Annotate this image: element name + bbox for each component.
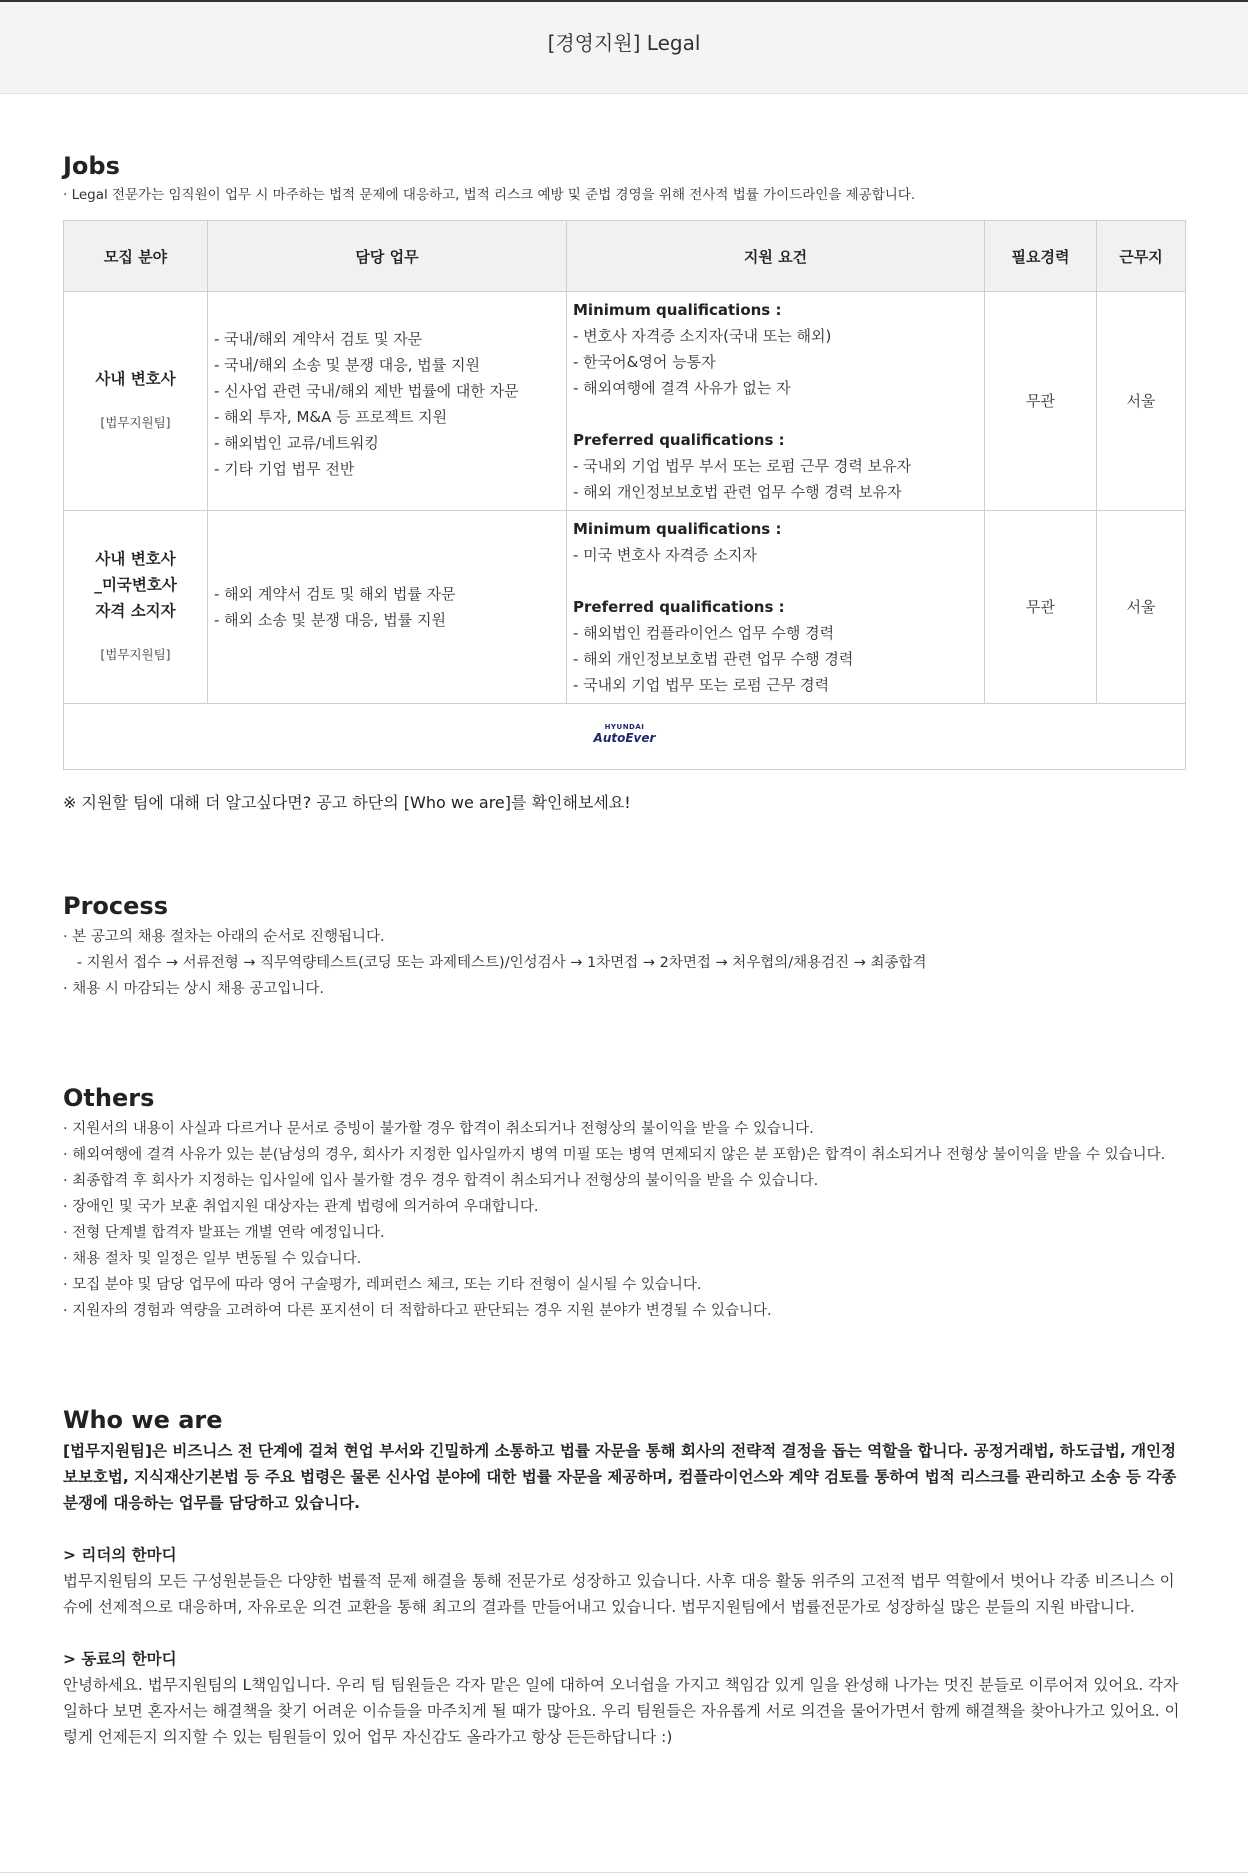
who-we-are-title: Who we are <box>63 1406 223 1434</box>
requirement-item: - 국내외 기업 법무 또는 로펌 근무 경력 <box>573 676 830 694</box>
others-line: · 지원서의 내용이 사실과 다르거나 문서로 증빙이 불가할 경우 합격이 취소되거나 전형상의 불이익을 받을 수 있습니다. <box>63 1121 814 1137</box>
table-row <box>64 511 1186 704</box>
logo-cell <box>64 704 1186 770</box>
duty-item: - 국내/해외 소송 및 분쟁 대응, 법률 지원 <box>214 356 480 374</box>
others-line: · 장애인 및 국가 보훈 취업지원 대상자는 관계 법령에 의거하여 우대합니다. <box>63 1199 539 1215</box>
role-name: 사내 변호사 <box>95 370 176 388</box>
role-name: _미국변호사 <box>94 576 177 594</box>
duty-item: - 해외 투자, M&A 등 프로젝트 지원 <box>214 408 448 426</box>
jobs-table-header-row <box>64 221 1186 292</box>
requirements-cell <box>567 511 985 704</box>
duty-item: - 해외법인 교류/네트워킹 <box>214 434 379 452</box>
process-title: Process <box>63 892 168 920</box>
pref-qualifications-heading: Preferred qualifications : <box>573 431 785 449</box>
requirement-item: - 변호사 자격증 소지자(국내 또는 해외) <box>573 327 832 345</box>
role-team: [법무지원팀] <box>100 415 171 430</box>
peer-heading: > 동료의 한마디 <box>63 1650 177 1668</box>
process-section <box>63 888 1185 1002</box>
logo-row <box>64 704 1186 770</box>
others-line: · 해외여행에 결격 사유가 있는 분(남성의 경우, 회사가 지정한 입사일까지 병역 미필 또는 병역 면제되지 않은 분 포함)은 합격이 취소되거나 전형상 불이익을 받을 수 있습니다. <box>63 1147 1166 1163</box>
role-cell <box>64 511 208 704</box>
duties-cell <box>208 511 567 704</box>
duty-item: - 신사업 관련 국내/해외 제반 법률에 대한 자문 <box>214 382 519 400</box>
role-name: 사내 변호사 <box>95 550 176 568</box>
role-team: [법무지원팀] <box>100 647 171 662</box>
column-header: 담당 업무 <box>208 221 567 292</box>
others-line: · 전형 단계별 합격자 발표는 개별 연락 예정입니다. <box>63 1225 385 1241</box>
duty-item: - 기타 기업 법무 전반 <box>214 460 355 478</box>
process-line: - 지원서 접수 → 서류전형 → 직무역량테스트(코딩 또는 과제테스트)/인성검사 → 1차면접 → 2차면접 → 처우협의/채용검진 → 최종합격 <box>63 955 927 971</box>
others-line: · 모집 분야 및 담당 업무에 따라 영어 구술평가, 레퍼런스 체크, 또는 기타 전형이 실시될 수 있습니다. <box>63 1277 702 1293</box>
column-header: 모집 분야 <box>64 221 208 292</box>
jobs-intro: · Legal 전문가는 임직원이 업무 시 마주하는 법적 문제에 대응하고, 법적 리스크 예방 및 준법 경영을 위해 전사적 법률 가이드라인을 제공합니다. <box>63 187 916 203</box>
bottom-divider <box>0 1872 1248 1873</box>
leader-heading: > 리더의 한마디 <box>63 1546 177 1564</box>
requirement-item: - 한국어&영어 능통자 <box>573 353 716 371</box>
location-cell: 서울 <box>1097 511 1186 704</box>
duty-item: - 해외 소송 및 분쟁 대응, 법률 지원 <box>214 611 446 629</box>
who-we-are-section <box>63 1402 1185 1750</box>
jobs-table <box>63 220 1186 770</box>
role-cell <box>64 292 208 511</box>
process-line: · 본 공고의 채용 절차는 아래의 순서로 진행됩니다. <box>63 929 385 945</box>
requirements-cell <box>567 292 985 511</box>
requirement-item: - 해외 개인정보보호법 관련 업무 수행 경력 보유자 <box>573 483 902 501</box>
process-line: · 채용 시 마감되는 상시 채용 공고입니다. <box>63 981 324 997</box>
requirement-item: - 미국 변호사 자격증 소지자 <box>573 546 757 564</box>
requirement-item: - 국내외 기업 법무 부서 또는 로펌 근무 경력 보유자 <box>573 457 912 475</box>
column-header: 필요경력 <box>985 221 1097 292</box>
jobs-section <box>63 148 1185 816</box>
duties-cell <box>208 292 567 511</box>
team-info-note: ※ 지원할 팀에 대해 더 알고싶다면? 공고 하단의 [Who we are]를 확인해보세요! <box>63 793 631 812</box>
team-name: [법무지원팀] <box>63 1442 153 1460</box>
team-intro-text: 은 비즈니스 전 단계에 걸쳐 현업 부서와 긴밀하게 소통하고 법률 자문을 통해 회사의 전략적 결정을 돕는 역할을 합니다. 공정거래법, 하도급법, 개인정보보호법, 지식재산기본법 등 주요 법령은 물론 신사업 분야에 대한 법률 자문을 제공하며, 컴플라이언스와 계약 검토를 통하여 법적 리스크를 관리하고 소송 등 각종 분쟁에 대응하는 업무를 담당하고 있습니다. <box>63 1442 1177 1512</box>
main-content <box>63 148 1185 1750</box>
others-line: · 채용 절차 및 일정은 일부 변동될 수 있습니다. <box>63 1251 362 1267</box>
leader-text: 법무지원팀의 모든 구성원분들은 다양한 법률적 문제 해결을 통해 전문가로 성장하고 있습니다. 사후 대응 활동 위주의 고전적 법무 역할에서 벗어나 각종 비즈니스 이슈에 선제적으로 대응하며, 자유로운 의견 교환을 통해 최고의 결과를 만들어내고 있습니다. 법무지원팀에서 법률전문가로 성장하실 많은 분들의 지원 바랍니다. <box>63 1572 1175 1616</box>
others-line: · 지원자의 경험과 역량을 고려하여 다른 포지션이 더 적합하다고 판단되는 경우 지원 분야가 변경될 수 있습니다. <box>63 1303 772 1319</box>
team-intro <box>63 1438 1185 1516</box>
duty-item: - 해외 계약서 검토 및 해외 법률 자문 <box>214 585 456 603</box>
requirement-item: - 해외법인 컴플라이언스 업무 수행 경력 <box>573 624 835 642</box>
page-header <box>0 0 1248 94</box>
min-qualifications-heading: Minimum qualifications : <box>573 301 782 319</box>
page-title: [경영지원] Legal <box>547 31 701 55</box>
role-name: 자격 소지자 <box>95 602 176 620</box>
column-header: 근무지 <box>1097 221 1186 292</box>
location-cell: 서울 <box>1097 292 1186 511</box>
experience-cell: 무관 <box>985 292 1097 511</box>
duty-item: - 국내/해외 계약서 검토 및 자문 <box>214 330 423 348</box>
others-line: · 최종합격 후 회사가 지정하는 입사일에 입사 불가할 경우 경우 합격이 취소되거나 전형상의 불이익을 받을 수 있습니다. <box>63 1173 819 1189</box>
jobs-title: Jobs <box>63 152 120 180</box>
requirement-item: - 해외여행에 결격 사유가 없는 자 <box>573 379 791 397</box>
min-qualifications-heading: Minimum qualifications : <box>573 520 782 538</box>
others-title: Others <box>63 1084 155 1112</box>
column-header: 지원 요건 <box>567 221 985 292</box>
experience-cell: 무관 <box>985 511 1097 704</box>
table-row <box>64 292 1186 511</box>
peer-text: 안녕하세요. 법무지원팀의 L책임입니다. 우리 팀 팀원들은 각자 맡은 일에 대하여 오너쉽을 가지고 책임감 있게 일을 완성해 나가는 멋진 분들로 이루어져 있어요. 각자 일하다 보면 혼자서는 해결책을 찾기 어려운 이슈들을 마주치게 될 때가 많아요. 우리 팀원들은 자유롭게 서로 의견을 물어가면서 함께 해결책을 찾아나가고 있어요. 이렇게 언제든지 의지할 수 있는 팀원들이 있어 업무 자신감도 올라가고 항상 든든하답니다 :) <box>63 1676 1180 1746</box>
pref-qualifications-heading: Preferred qualifications : <box>573 598 785 616</box>
company-logo: HYUNDAI AutoEver <box>593 722 656 745</box>
requirement-item: - 해외 개인정보보호법 관련 업무 수행 경력 <box>573 650 854 668</box>
others-section <box>63 1080 1185 1324</box>
